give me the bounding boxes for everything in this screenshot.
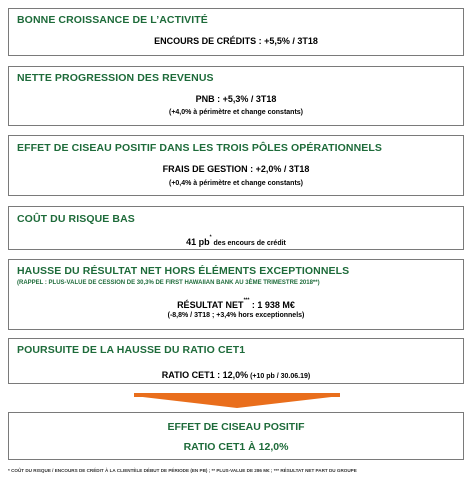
risk-text: des encours de crédit	[211, 240, 286, 247]
section-cet1	[8, 338, 464, 384]
cet1-value: RATIO CET1 : 12,0%	[161, 370, 249, 380]
section-title: EFFET DE CISEAU POSITIF DANS LES TROIS PÔLES OPÉRATIONNELS	[17, 142, 382, 154]
section-line	[9, 295, 463, 313]
section-risk	[8, 206, 464, 250]
section-line: ENCOURS DE CRÉDITS : +5,5% / 3T18	[154, 36, 318, 46]
down-arrow-icon	[134, 396, 340, 408]
section-subline: (+0,4% à périmètre et change constants)	[168, 180, 304, 187]
risk-value: 41 pb	[186, 237, 210, 247]
section-title: NETTE PROGRESSION DES REVENUS	[17, 72, 214, 84]
section-title: BONNE CROISSANCE DE L’ACTIVITÉ	[17, 14, 208, 26]
section-title: COÛT DU RISQUE BAS	[17, 213, 135, 225]
conclusion-line-2: RATIO CET1 À 12,0%	[183, 441, 289, 453]
section-line: FRAIS DE GESTION : +2,0% / 3T18	[162, 164, 310, 174]
footnote-marker: *	[209, 234, 212, 241]
section-line	[9, 232, 463, 250]
cet1-change: (+10 pb / 30.06.19)	[248, 373, 311, 380]
section-subtitle: (RAPPEL : PLUS-VALUE DE CESSION DE 30,3% DE FIRST HAWAIIAN BANK AU 3ÈME TRIMESTRE 2018**)	[17, 280, 320, 286]
section-title: HAUSSE DU RÉSULTAT NET HORS ÉLÉMENTS EXCEPTIONNELS	[17, 265, 350, 277]
net-income-value: : 1 938 M€	[249, 300, 295, 310]
section-line: PNB : +5,3% / 3T18	[195, 94, 277, 104]
footnote: * COÛT DU RISQUE / ENCOURS DE CRÉDIT À LA CLIENTÈLE DÉBUT DE PÉRIODE (EN PB) ; ** PLUS-VALUE DE 286 M€ ; *** RÉSULTAT NET PART DU GROUPE	[8, 468, 357, 473]
conclusion-box	[8, 412, 464, 460]
section-subline: (+4,0% à périmètre et change constants)	[168, 109, 304, 116]
net-income-label: RÉSULTAT NET	[177, 300, 244, 310]
section-line	[9, 365, 463, 383]
section-subline: (-8,8% / 3T18 ; +3,4% hors exceptionnels)	[167, 312, 305, 319]
conclusion-line-1: EFFET DE CISEAU POSITIF	[167, 421, 305, 433]
section-costs	[8, 135, 464, 196]
footnote-marker: ***	[243, 297, 250, 304]
section-net-income	[8, 259, 464, 330]
section-title: POURSUITE DE LA HAUSSE DU RATIO CET1	[17, 344, 246, 356]
section-revenues	[8, 66, 464, 126]
section-activity	[8, 8, 464, 56]
